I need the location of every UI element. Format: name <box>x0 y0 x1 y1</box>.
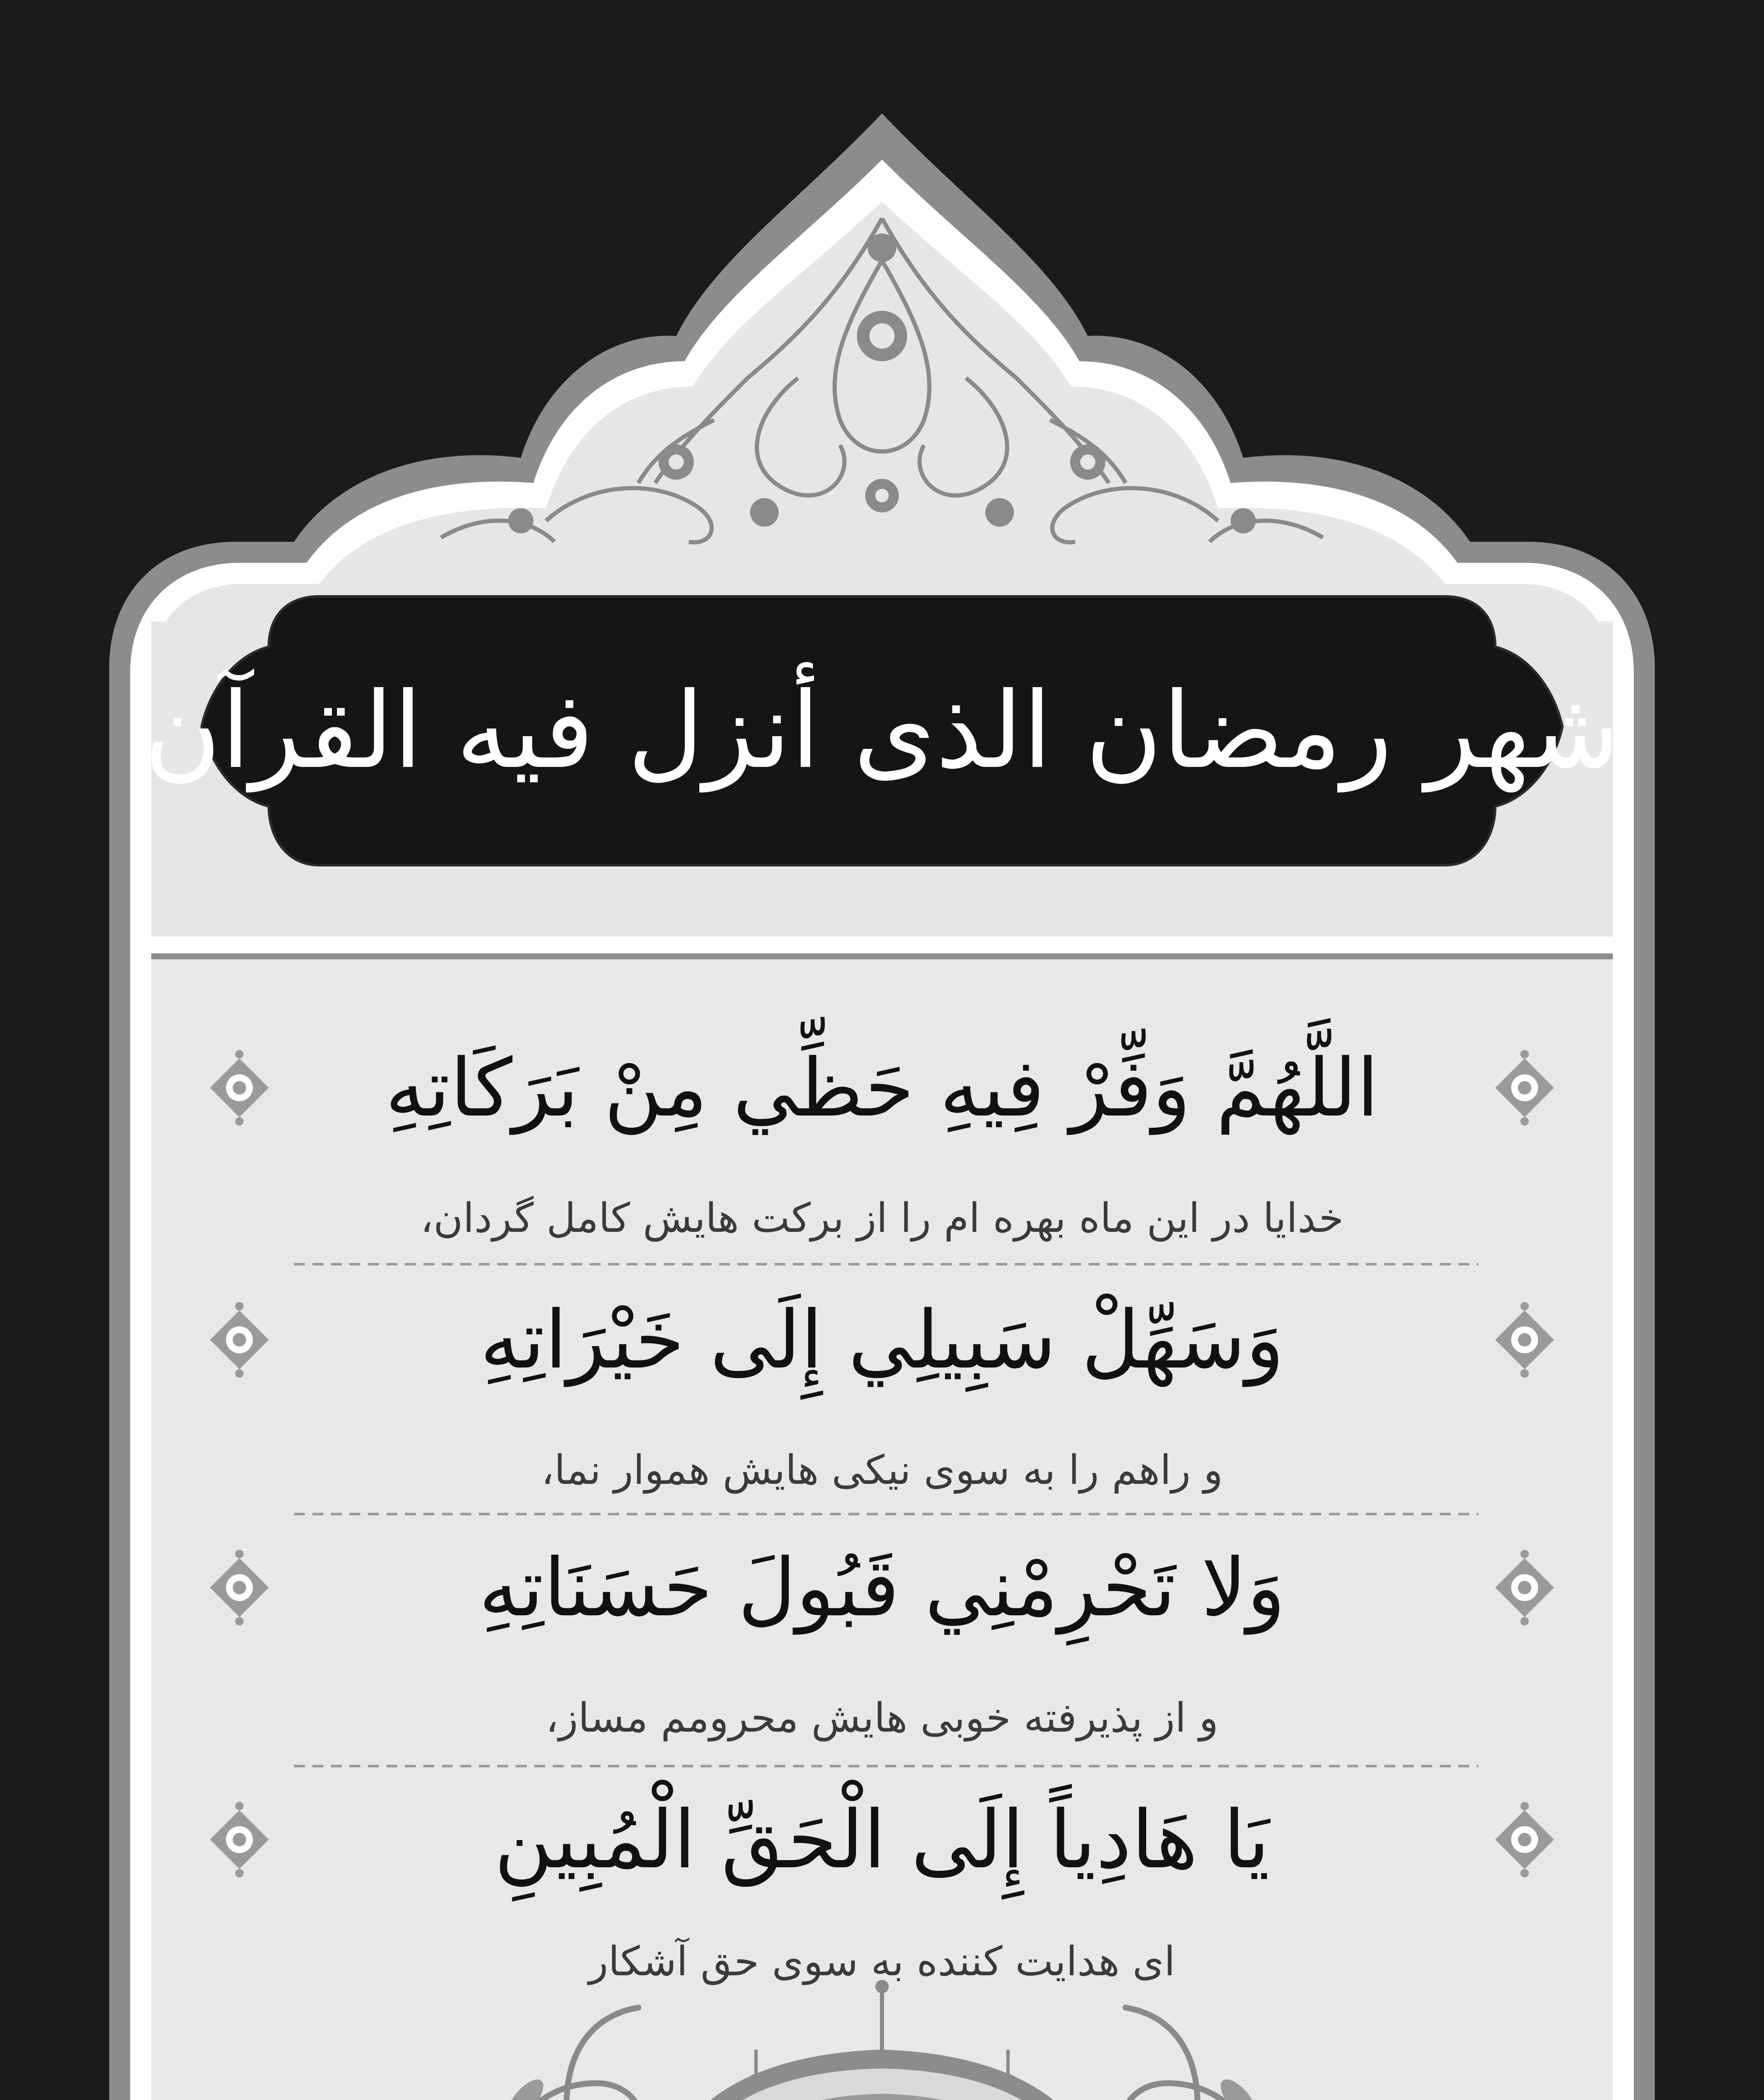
verse-4-arabic: يَا هَادِياً إِلَى الْحَقِّ الْمُبِينِ <box>494 1793 1270 1886</box>
verse-4-translation: ای هدایت کننده به سوی حق آشکار <box>588 1938 1176 1985</box>
verse-3-translation: و از پذیرفته خوبی هایش محرومم مساز، <box>546 1694 1218 1741</box>
verse-2-translation: و راهم را به سوی نیکی هایش هموار نما، <box>541 1446 1223 1494</box>
verse-1-translation: خدایا در این ماه بهره ام را از برکت هایش کامل گردان، <box>420 1194 1344 1242</box>
title-calligraphy: شهر رمضان الذی أنزل فیه القرآن <box>144 669 1620 792</box>
verse-2-arabic: وَسَهِّلْ سَبِيلِي إِلَى خَيْرَاتِهِ <box>480 1293 1284 1386</box>
verse-3-arabic: وَلا تَحْرِمْنِي قَبُولَ حَسَنَاتِهِ <box>478 1541 1286 1634</box>
verse-1-arabic: اللَّهُمَّ وَفِّرْ فِيهِ حَظِّي مِنْ بَرَكَاتِهِ <box>385 1041 1379 1134</box>
title-divider <box>151 937 1613 953</box>
